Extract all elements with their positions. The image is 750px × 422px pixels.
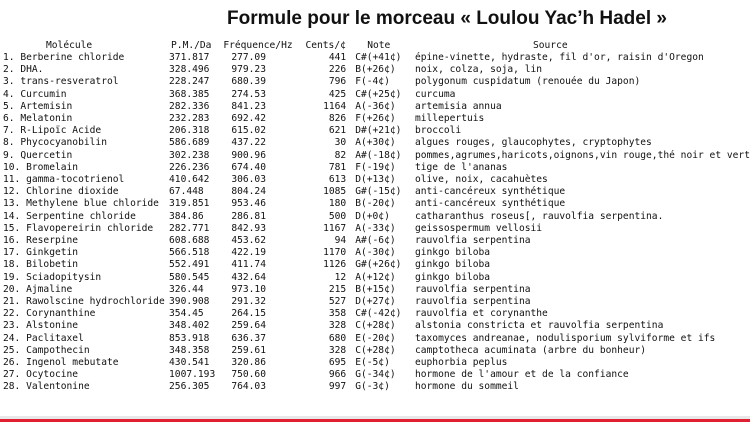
note-cell: A(-36¢) [355, 100, 396, 112]
pm-cell: 384.86 [169, 210, 204, 222]
note-cell: A(+30¢) [355, 137, 396, 149]
pm-cell: 67.448 [169, 186, 204, 198]
pm-cell: 1007.193 [169, 369, 216, 381]
molecule-cell: 25. Campothecin [3, 344, 90, 356]
table-row [0, 101, 750, 113]
molecule-cell: 17. Ginkgetin [3, 247, 79, 259]
table-row [0, 333, 750, 345]
molecule-cell: 15. Flavopereirin chloride [3, 222, 154, 234]
pm-cell: 328.496 [169, 64, 210, 76]
source-cell: polygonum cuspidatum (renouée du Japon) [414, 76, 641, 88]
cents-cell: 826 [328, 113, 347, 125]
frequency-cell: 692.42 [231, 113, 266, 125]
frequency-cell: 841.23 [231, 100, 266, 112]
source-cell: ginkgo biloba [414, 247, 491, 259]
note-cell: E(-5¢) [355, 357, 390, 369]
cents-cell: 82 [334, 149, 347, 161]
cents-cell: 425 [328, 88, 347, 100]
frequency-cell: 842.93 [231, 222, 266, 234]
frequency-cell: 804.24 [231, 186, 266, 198]
page-title-text: Formule pour le morceau « Loulou Yac’h Hadel » [227, 8, 667, 29]
cents-cell: 328 [328, 320, 347, 332]
molecule-cell: 14. Serpentine chloride [3, 210, 136, 222]
cents-cell: 226 [328, 64, 347, 76]
source-cell: noix, colza, soja, lin [414, 64, 543, 76]
pm-cell: 282.771 [169, 222, 210, 234]
frequency-cell: 973.10 [231, 283, 266, 295]
molecule-cell: 20. Ajmaline [3, 283, 73, 295]
frequency-cell: 432.64 [231, 271, 266, 283]
source-cell: taxomyces andreanae, nodulisporium sylviforme et ifs [414, 332, 716, 344]
note-cell: F(-19¢) [355, 161, 396, 173]
frequency-cell: 437.22 [231, 137, 266, 149]
frequency-cell: 264.15 [231, 308, 266, 320]
note-cell: B(-20¢) [355, 198, 396, 210]
molecule-cell: 16. Reserpine [3, 235, 79, 247]
pm-cell: 226.236 [169, 161, 210, 173]
source-cell: rauvolfia serpentina [414, 235, 531, 247]
note-cell: B(+15¢) [355, 283, 396, 295]
table-row [0, 198, 750, 210]
table-header-row [0, 40, 750, 52]
pm-cell: 586.689 [169, 137, 210, 149]
table-row [0, 89, 750, 101]
note-cell: F(-4¢) [355, 76, 390, 88]
table-row [0, 211, 750, 223]
frequency-cell: 750.60 [231, 369, 266, 381]
cents-cell: 997 [328, 381, 347, 393]
frequency-cell: 274.53 [231, 88, 266, 100]
header-molecule: Molécule [46, 40, 93, 51]
note-cell: C(+28¢) [355, 344, 396, 356]
pm-cell: 368.385 [169, 88, 210, 100]
molecule-cell: 23. Alstonine [3, 320, 79, 332]
frequency-cell: 286.81 [231, 210, 266, 222]
note-cell: G#(+26¢) [355, 259, 402, 271]
cents-cell: 527 [328, 296, 347, 308]
source-cell: hormone de l'amour et de la confiance [414, 369, 629, 381]
frequency-cell: 636.37 [231, 332, 266, 344]
note-cell: D(+13¢) [355, 174, 396, 186]
molecule-cell: 8. Phycocyanobilin [3, 137, 107, 149]
table-row [0, 137, 750, 149]
pm-cell: 580.545 [169, 271, 210, 283]
source-cell: olive, noix, cacahuètes [414, 174, 548, 186]
pm-cell: 326.44 [169, 283, 204, 295]
source-cell: tige de l'ananas [414, 161, 508, 173]
cents-cell: 680 [328, 332, 347, 344]
cents-cell: 695 [328, 357, 347, 369]
cents-cell: 94 [334, 235, 347, 247]
cents-cell: 781 [328, 161, 347, 173]
frequency-cell: 674.40 [231, 161, 266, 173]
molecule-cell: 11. gamma-tocotrienol [3, 174, 125, 186]
note-cell: G(-3¢) [355, 381, 390, 393]
pm-cell: 371.817 [169, 52, 210, 63]
table-row [0, 345, 750, 357]
source-cell: anti-cancéreux synthétique [414, 186, 566, 198]
table-row [0, 64, 750, 76]
source-cell: pommes,agrumes,haricots,oignons,vin rouge,thé noir et vert [414, 149, 750, 161]
header-frequency: Fréquence/Hz [223, 40, 293, 51]
cents-cell: 1170 [323, 247, 347, 259]
frequency-cell: 453.62 [231, 235, 266, 247]
table-row [0, 125, 750, 137]
table-row [0, 272, 750, 284]
table-row [0, 259, 750, 271]
source-cell: rauvolfia serpentina [414, 296, 531, 308]
source-cell: épine-vinette, hydraste, fil d'or, raisin d'Oregon [414, 52, 704, 63]
page-title [0, 8, 750, 30]
frequency-cell: 764.03 [231, 381, 266, 393]
source-cell: ginkgo biloba [414, 271, 491, 283]
cents-cell: 1126 [323, 259, 347, 271]
table-row [0, 320, 750, 332]
cents-cell: 1164 [323, 100, 347, 112]
molecule-cell: 7. R-Lipoïc Acide [3, 125, 102, 137]
source-cell: millepertuis [414, 113, 485, 125]
pm-cell: 256.305 [169, 381, 210, 393]
table-row [0, 357, 750, 369]
molecule-cell: 5. Artemisin [3, 100, 73, 112]
frequency-cell: 259.64 [231, 320, 266, 332]
cents-cell: 215 [328, 283, 347, 295]
cents-cell: 1167 [323, 222, 347, 234]
frequency-cell: 680.39 [231, 76, 266, 88]
cents-cell: 621 [328, 125, 347, 137]
source-cell: rauvolfia serpentina [414, 283, 531, 295]
note-cell: A#(-6¢) [355, 235, 396, 247]
table-row [0, 76, 750, 88]
pm-cell: 566.518 [169, 247, 210, 259]
pm-cell: 608.688 [169, 235, 210, 247]
table-row [0, 186, 750, 198]
note-cell: A(+12¢) [355, 271, 396, 283]
frequency-cell: 422.19 [231, 247, 266, 259]
frequency-cell: 900.96 [231, 149, 266, 161]
note-cell: C#(-42¢) [355, 308, 402, 320]
table-row [0, 223, 750, 235]
molecule-cell: 10. Bromelain [3, 161, 79, 173]
molecule-table [0, 40, 750, 394]
molecule-cell: 3. trans-resveratrol [3, 76, 119, 88]
table-row [0, 296, 750, 308]
source-cell: artemisia annua [414, 100, 502, 112]
table-row [0, 247, 750, 259]
table-row [0, 162, 750, 174]
note-cell: D(+27¢) [355, 296, 396, 308]
source-cell: catharanthus roseus[, rauvolfia serpentina. [414, 210, 664, 222]
cents-cell: 1085 [323, 186, 347, 198]
note-cell: A#(-18¢) [355, 149, 402, 161]
molecule-cell: 12. Chlorine dioxide [3, 186, 119, 198]
molecule-cell: 26. Ingenol mebutate [3, 357, 119, 369]
molecule-cell: 27. Ocytocine [3, 369, 79, 381]
note-cell: A(-33¢) [355, 222, 396, 234]
molecule-cell: 6. Melatonin [3, 113, 73, 125]
pm-cell: 206.318 [169, 125, 210, 137]
pm-cell: 348.358 [169, 344, 210, 356]
pm-cell: 410.642 [169, 174, 210, 186]
pm-cell: 354.45 [169, 308, 204, 320]
frequency-cell: 291.32 [231, 296, 266, 308]
cents-cell: 966 [328, 369, 347, 381]
molecule-cell: 1. Berberine chloride [3, 52, 125, 63]
molecule-cell: 4. Curcumin [3, 88, 67, 100]
pm-cell: 348.402 [169, 320, 210, 332]
table-row [0, 308, 750, 320]
table-row [0, 381, 750, 393]
cents-cell: 180 [328, 198, 347, 210]
note-cell: D(+0¢) [355, 210, 390, 222]
frequency-cell: 277.09 [231, 52, 266, 63]
frequency-cell: 320.86 [231, 357, 266, 369]
source-cell: camptotheca acuminata (arbre du bonheur) [414, 344, 647, 356]
source-cell: euphorbia peplus [414, 357, 508, 369]
pm-cell: 390.908 [169, 296, 210, 308]
molecule-cell: 28. Valentonine [3, 381, 90, 393]
source-cell: anti-cancéreux synthétique [414, 198, 566, 210]
cents-cell: 500 [328, 210, 347, 222]
cents-cell: 796 [328, 76, 347, 88]
pm-cell: 430.541 [169, 357, 210, 369]
pm-cell: 302.238 [169, 149, 210, 161]
note-cell: C#(+41¢) [355, 52, 402, 63]
table-row [0, 235, 750, 247]
cents-cell: 328 [328, 344, 347, 356]
frequency-cell: 615.02 [231, 125, 266, 137]
molecule-cell: 21. Rawolscine hydrochloride [3, 296, 165, 308]
molecule-cell: 22. Corynanthine [3, 308, 96, 320]
molecule-cell: 13. Methylene blue chloride [3, 198, 159, 210]
pm-cell: 319.851 [169, 198, 210, 210]
note-cell: B(+26¢) [355, 64, 396, 76]
cents-cell: 358 [328, 308, 347, 320]
cents-cell: 12 [334, 271, 347, 283]
molecule-cell: 19. Sciadopitysin [3, 271, 102, 283]
note-cell: E(-20¢) [355, 332, 396, 344]
header-note: Note [367, 40, 391, 51]
molecule-cell: 18. Bilobetin [3, 259, 79, 271]
table-row [0, 52, 750, 64]
note-cell: C(+28¢) [355, 320, 396, 332]
table-row [0, 174, 750, 186]
source-cell: rauvolfia et corynanthe [414, 308, 548, 320]
pm-cell: 853.918 [169, 332, 210, 344]
molecule-cell: 2. DHA. [3, 64, 44, 76]
pm-cell: 282.336 [169, 100, 210, 112]
note-cell: C#(+25¢) [355, 88, 402, 100]
table-row [0, 150, 750, 162]
source-cell: ginkgo biloba [414, 259, 491, 271]
header-cents: Cents/¢ [305, 40, 346, 51]
source-cell: hormone du sommeil [414, 381, 519, 393]
note-cell: F(+26¢) [355, 113, 396, 125]
header-source: Source [532, 40, 568, 51]
note-cell: D#(+21¢) [355, 125, 402, 137]
source-cell: alstonia constricta et rauvolfia serpentina [414, 320, 664, 332]
note-cell: G#(-15¢) [355, 186, 402, 198]
frequency-cell: 259.61 [231, 344, 266, 356]
molecule-cell: 9. Quercetin [3, 149, 73, 161]
table-row [0, 369, 750, 381]
frequency-cell: 979.23 [231, 64, 266, 76]
pm-cell: 232.283 [169, 113, 210, 125]
source-cell: broccoli [414, 125, 462, 137]
frequency-cell: 411.74 [231, 259, 266, 271]
molecule-cell: 24. Paclitaxel [3, 332, 84, 344]
source-cell: geissospermum vellosii [414, 222, 543, 234]
table-row [0, 284, 750, 296]
pm-cell: 552.491 [169, 259, 210, 271]
header-pm: P.M./Da [171, 40, 212, 51]
source-cell: algues rouges, glaucophytes, cryptophytes [414, 137, 652, 149]
cents-cell: 613 [328, 174, 347, 186]
note-cell: A(-30¢) [355, 247, 396, 259]
table-row [0, 113, 750, 125]
note-cell: G(-34¢) [355, 369, 396, 381]
source-cell: curcuma [414, 88, 456, 100]
cents-cell: 30 [334, 137, 347, 149]
cents-cell: 441 [328, 52, 347, 63]
frequency-cell: 953.46 [231, 198, 266, 210]
frequency-cell: 306.03 [231, 174, 266, 186]
pm-cell: 228.247 [169, 76, 210, 88]
